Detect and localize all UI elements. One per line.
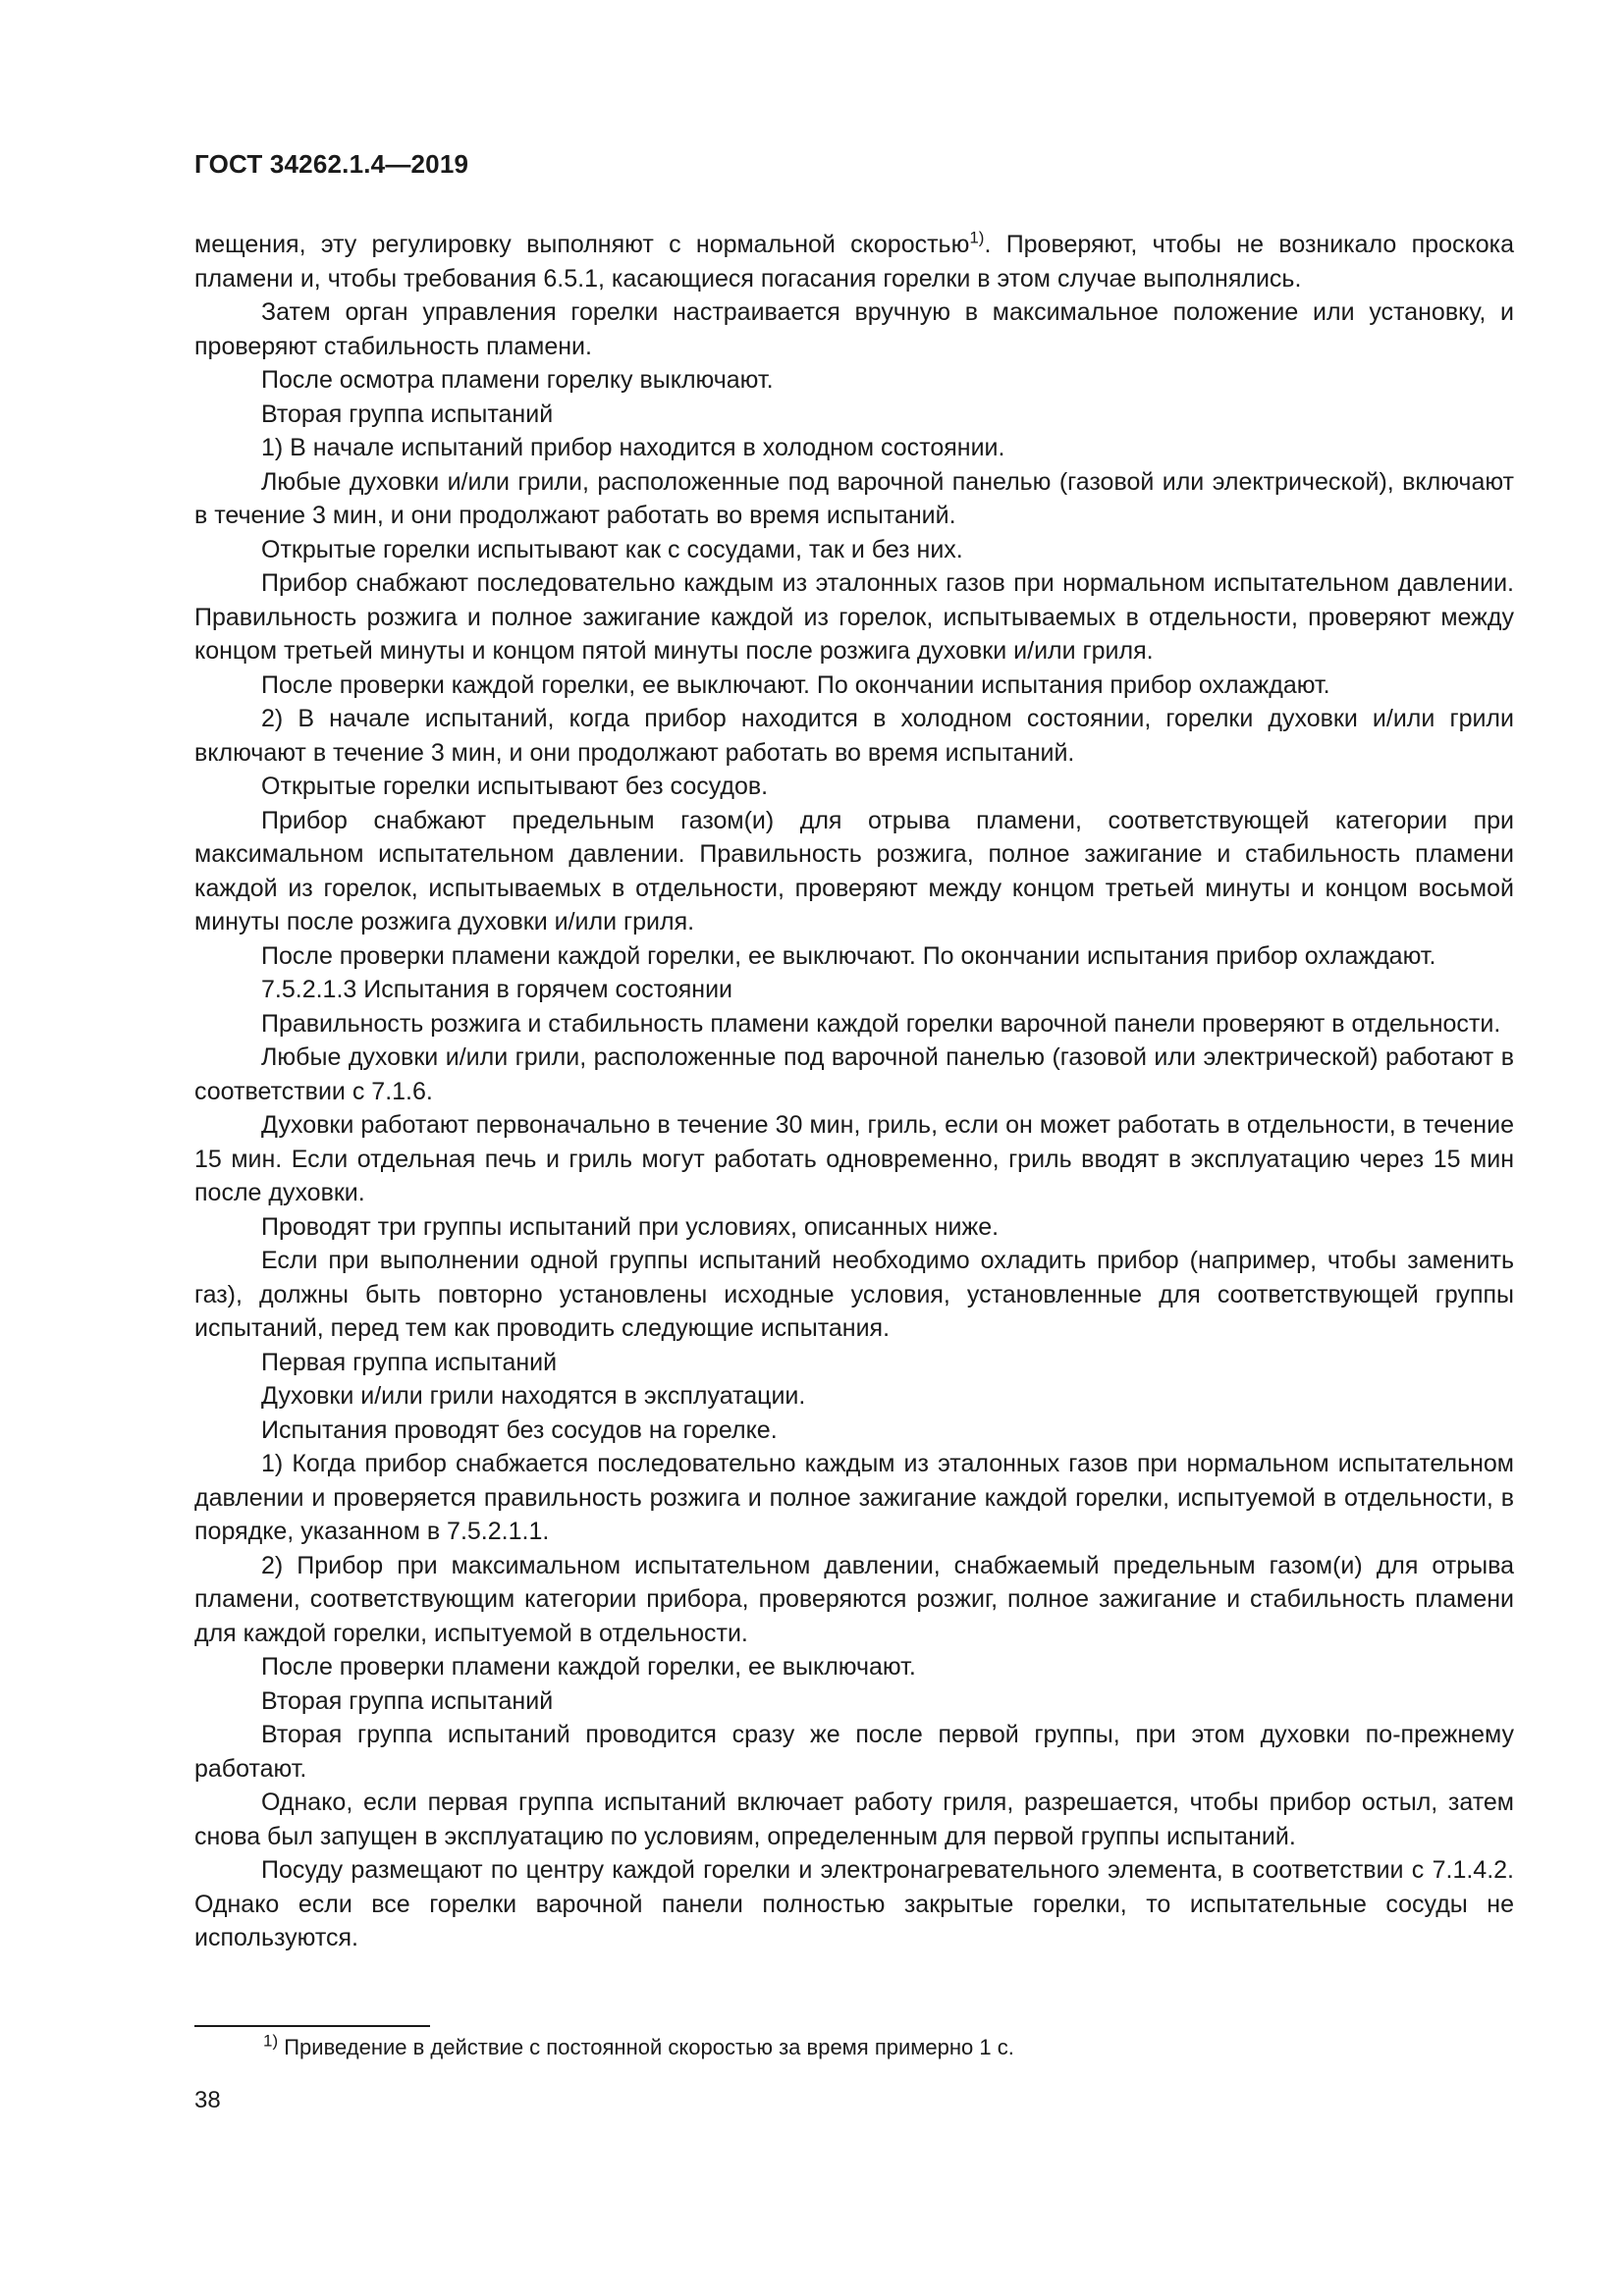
- footnote-divider: [194, 2025, 430, 2027]
- paragraph: Правильность розжига и стабильность пламени каждой горелки варочной панели проверяют в отдельности.: [261, 1009, 1501, 1038]
- paragraph: 1) Когда прибор снабжается последовательно каждым из эталонных газов при нормальном испытательном давлении и проверяется правильность розжига и полное зажигание каждой горелки, испытуемой в отдельности, в порядке, указанном в 7.5.2.1.1.: [194, 1450, 1514, 1545]
- paragraph: Любые духовки и/или грили, расположенные под варочной панелью (газовой или электрической), включают в течение 3 мин, и они продолжают работать во время испытаний.: [194, 467, 1514, 529]
- paragraph: 2) В начале испытаний, когда прибор находится в холодном состоянии, горелки духовки и/или грили включают в течение 3 мин, и они продолжают работать во время испытаний.: [194, 705, 1514, 767]
- paragraph: Посуду размещают по центру каждой горелки и электронагревательного элемента, в соответствии с 7.1.4.2. Однако если все горелки варочной панели полностью закрытые горелки, то испытательные сосуды не используются.: [194, 1856, 1514, 1951]
- footnote-text: Приведение в действие с постоянной скоростью за время примерно 1 с.: [278, 2035, 1014, 2059]
- section-heading: 7.5.2.1.3 Испытания в горячем состоянии: [261, 976, 733, 1003]
- paragraph: После осмотра пламени горелку выключают.: [261, 366, 774, 394]
- paragraph: Вторая группа испытаний проводится сразу же после первой группы, при этом духовки по-прежнему работают.: [194, 1721, 1514, 1783]
- paragraph: Испытания проводят без сосудов на горелке.: [261, 1415, 778, 1444]
- group-heading: Вторая группа испытаний: [261, 1686, 554, 1715]
- paragraph: 2) Прибор при максимальном испытательном давлении, снабжаемый предельным газом(и) для отрыва пламени, соответствующим категории прибора, проверяются розжиг, полное зажигание и стабильность пламени для каждой горелки, испытуемой в отдельности.: [194, 1551, 1514, 1647]
- paragraph: Прибор снабжают предельным газом(и) для отрыва пламени, соответствующей категории при максимальном испытательном давлении. Правильность розжига, полное зажигание и стабильность пламени каждой из горелок, испытываемых в отдельности, проверяют между концом третьей минуты и концом восьмой минуты после розжига духовки и/или гриля.: [194, 806, 1514, 935]
- page-number: 38: [194, 2087, 221, 2113]
- footnote: [263, 2033, 1014, 2062]
- paragraph: 1) В начале испытаний прибор находится в холодном состоянии.: [261, 434, 1005, 461]
- paragraph: После проверки каждой горелки, ее выключают. По окончании испытания прибор охлаждают.: [261, 670, 1330, 699]
- footnote-ref: 1): [969, 228, 985, 247]
- paragraph: Проводят три группы испытаний при условиях, описанных ниже.: [261, 1212, 1000, 1241]
- paragraph: Прибор снабжают последовательно каждым из эталонных газов при нормальном испытательном давлении. Правильность розжига и полное зажигание каждой из горелок, испытываемых в отдельности, проверяют между концом третьей минуты и концом пятой минуты после розжига духовки и/или гриля.: [194, 569, 1514, 665]
- paragraph: Открытые горелки испытывают как с сосудами, так и без них.: [261, 535, 963, 563]
- paragraph: Духовки и/или грили находятся в эксплуатации.: [261, 1382, 806, 1410]
- paragraph: Однако, если первая группа испытаний включает работу гриля, разрешается, чтобы прибор остыл, затем снова был запущен в эксплуатацию по условиям, определенным для первой группы испытаний.: [194, 1789, 1514, 1850]
- paragraph: Затем орган управления горелки настраивается вручную в максимальное положение или установку, и проверяют стабильность пламени.: [194, 298, 1514, 360]
- body-text: [194, 228, 1514, 1955]
- group-heading: Первая группа испытаний: [261, 1348, 558, 1376]
- paragraph: Любые духовки и/или грили, расположенные под варочной панелью (газовой или электрической) работают в соответствии с 7.1.6.: [194, 1043, 1514, 1105]
- paragraph: мещения, эту регулировку выполняют с нормальной скоростью$^{1)}$. Проверяют, чтобы не возникало проскока пламени и, чтобы требования 6.5.1, касающиеся погасания горелки в этом случае выполнялись.: [194, 228, 1514, 293]
- document-header: ГОСТ 34262.1.4—2019: [194, 149, 469, 179]
- paragraph: После проверки пламени каждой горелки, ее выключают. По окончании испытания прибор охлаждают.: [261, 941, 1436, 970]
- paragraph: После проверки пламени каждой горелки, ее выключают.: [261, 1653, 916, 1681]
- paragraph: Открытые горелки испытывают без сосудов.: [261, 773, 769, 800]
- footnote-marker: 1): [263, 2031, 279, 2051]
- paragraph: Если при выполнении одной группы испытаний необходимо охладить прибор (например, чтобы заменить газ), должны быть повторно установлены исходные условия, установленные для соответствующей группы испытаний, перед тем как проводить следующие испытания.: [194, 1247, 1514, 1342]
- paragraph: Духовки работают первоначально в течение 30 мин, гриль, если он может работать в отдельности, в течение 15 мин. Если отдельная печь и гриль могут работать одновременно, гриль вводят в эксплуатацию через 15 мин после духовки.: [194, 1111, 1514, 1206]
- group-heading: Вторая группа испытаний: [261, 400, 554, 428]
